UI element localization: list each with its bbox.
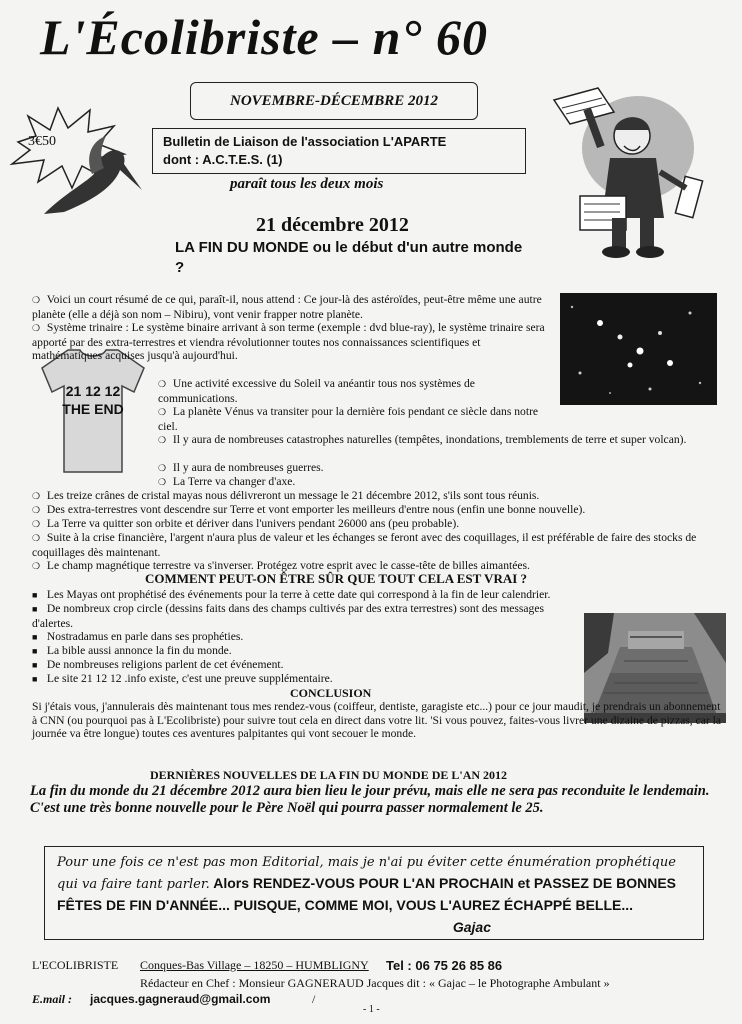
footer-line-1 <box>32 958 732 976</box>
price-label: 3€50 <box>28 134 56 149</box>
tshirt-line-1: 21 12 12 <box>65 383 121 399</box>
circle-bullet-icon: ❍ <box>32 295 41 305</box>
square-bullet-icon: ■ <box>32 660 38 670</box>
circle-bullet-icon: ❍ <box>158 407 167 417</box>
newsletter-title: L'Écolibriste – n° 60 <box>40 9 488 65</box>
square-bullet-icon: ■ <box>32 590 38 600</box>
intro-item-12: ❍ Le champ magnétique terrestre va s'inverser. Protégez votre esprit avec le casse-tête de billes aimantées. <box>32 559 530 572</box>
square-bullet-icon: ■ <box>32 604 38 614</box>
circle-bullet-icon: ❍ <box>32 519 41 529</box>
intro-item-10: ❍ La Terre va quitter son orbite et dériver dans l'univers pendant 26000 ans (peu probable). <box>32 517 460 530</box>
footer <box>32 958 732 1008</box>
footer-tel: Tel : 06 75 26 85 86 <box>386 958 503 973</box>
conclusion-text: Si j'étais vous, j'annulerais dès maintenant tous mes rendez-vous (coiffeur, dentiste, garagiste etc...) pour ce jour maudit, je prendrais un abonnement à CNN (ou pourquoi pas à L'Ecolibriste) pour suivre tout cela en direct dans votre lit. 'Si vous pouvez, faites-vous livrer une dizaine de pizzas, car la journée va être longue) toutes ces aventures palpitantes qui vont secouer le monde. <box>32 700 721 741</box>
newspaper-boy-illustration <box>540 78 710 263</box>
proof-item-2: ■ De nombreux crop circle (dessins faits dans des champs cultivés par des extra terrestres) sont des messages d'alertes. <box>32 602 544 630</box>
intro-item-3: ❍ Une activité excessive du Soleil va anéantir tous nos systèmes de communications. <box>158 377 475 405</box>
headline-question <box>175 238 535 278</box>
circle-bullet-icon: ❍ <box>32 505 41 515</box>
headline-question-part1: LA FIN DU MONDE <box>175 239 309 256</box>
proof-item-6: ■ Le site 21 12 12 .info existe, c'est une preuve supplémentaire. <box>32 672 333 685</box>
intro-item-5: ❍ Il y aura de nombreuses catastrophes naturelles (tempêtes, inondations, tremblements de terre et super volcan). <box>158 433 687 446</box>
footer-name: L'ECOLIBRISTE <box>32 958 119 972</box>
news-text: La fin du monde du 21 décembre 2012 aura bien lieu le jour prévu, mais elle ne sera pas reconduite le lendemain. C'est une très bonne nouvelle pour le Père Noël qui pourra passer normalement le 25. <box>30 783 710 816</box>
intro-item-6: ❍ Il y aura de nombreuses guerres. <box>158 461 324 474</box>
tshirt-line-2: THE END <box>62 401 124 417</box>
intro-item-4: ❍ La planète Vénus va transiter pour la dernière fois pendant ce siècle dans notre ciel. <box>158 405 539 433</box>
footer-email-label: E.mail : <box>32 992 73 1006</box>
comment-heading: COMMENT PEUT-ON ÊTRE SÛR QUE TOUT CELA EST VRAI ? <box>145 571 528 586</box>
news-heading: DERNIÈRES NOUVELLES DE LA FIN DU MONDE DE L'AN 2012 <box>150 768 508 782</box>
bulletin-line-2: dont : A.C.T.E.S. (1) <box>163 152 283 167</box>
square-bullet-icon: ■ <box>32 632 38 642</box>
intro-item-1: ❍ Voici un court résumé de ce qui, paraît-il, nous attend : Ce jour-là des astéroïdes, peut-être même une autre planète (elle a déjà son nom – Nibiru), vont venir frapper notre planète. <box>32 293 542 321</box>
headline-question-part2: ou le début d'un autre monde ? <box>175 239 523 276</box>
proof-item-3: ■ Nostradamus en parle dans ses prophéties. <box>32 630 244 643</box>
hummingbird-icon <box>34 134 144 224</box>
footer-editor: Rédacteur en Chef : Monsieur GAGNERAUD Jacques dit : « Gajac – le Photographe Ambulant » <box>140 976 610 990</box>
footer-slash: / <box>312 992 316 1006</box>
tshirt-image <box>38 346 148 476</box>
footer-address: Conques-Bas Village – 18250 – HUMBLIGNY <box>140 958 369 972</box>
intro-item-7: ❍ La Terre va changer d'axe. <box>158 475 296 488</box>
intro-item-9: ❍ Des extra-terrestres vont descendre sur Terre et vont emporter les meilleurs d'entre nous (enfin une bonne nouvelle). <box>32 503 586 516</box>
circle-bullet-icon: ❍ <box>32 491 41 501</box>
circle-bullet-icon: ❍ <box>158 463 167 473</box>
conclusion-heading: CONCLUSION <box>290 686 372 700</box>
pleiades-photo <box>560 293 717 405</box>
circle-bullet-icon: ❍ <box>32 561 41 571</box>
proof-item-4: ■ La bible aussi annonce la fin du monde. <box>32 644 232 657</box>
headline-date: 21 décembre 2012 <box>256 214 409 236</box>
intro-item-11: ❍ Suite à la crise financière, l'argent n'aura plus de valeur et les échanges se feront avec des coquillages, il est préférable de faire des stocks de coquillages dès maintenant. <box>32 531 697 559</box>
circle-bullet-icon: ❍ <box>158 435 167 445</box>
circle-bullet-icon: ❍ <box>158 379 167 389</box>
proof-item-5: ■ De nombreuses religions parlent de cet événement. <box>32 658 284 671</box>
circle-bullet-icon: ❍ <box>32 533 41 543</box>
proof-item-1: ■ Les Mayas ont prophétisé des événements pour la terre à cette date qui correspond à la fin de leur calendrier. <box>32 588 551 601</box>
bulletin-box <box>152 128 526 174</box>
bulletin-line-1: Bulletin de Liaison de l'association L'APARTE <box>163 134 447 149</box>
frequency-line: paraît tous les deux mois <box>230 176 384 192</box>
intro-item-8: ❍ Les treize crânes de cristal mayas nous délivreront un message le 21 décembre 2012, s'ils sont tous réunis. <box>32 489 540 502</box>
square-bullet-icon: ■ <box>32 674 38 684</box>
footer-email[interactable]: jacques.gagneraud@gmail.com <box>90 992 271 1006</box>
issue-date: NOVEMBRE-DÉCEMBRE 2012 <box>190 82 478 120</box>
circle-bullet-icon: ❍ <box>158 477 167 487</box>
editorial-script-text: Pour une fois ce n'est pas mon Editorial, mais je n'ai pu éviter cette énumération prophétique qui va faire tant parler. <box>57 855 676 892</box>
circle-bullet-icon: ❍ <box>32 323 41 333</box>
footer-line-3 <box>32 992 732 1008</box>
intro-item-2: ❍ Système trinaire : Le système binaire arrivant à son terme (exemple : dvd blue-ray), le système trinaire sera apporté par des extra-terrestres et viendra révolutionner toutes nos connaissances scientifiques et mathématiques acquises jusqu'à aujourd'hui. <box>32 321 545 363</box>
editorial-signature: Gajac <box>452 919 491 935</box>
editorial-message: Alors RENDEZ-VOUS POUR L'AN PROCHAIN et PASSEZ DE BONNES FÊTES DE FIN D'ANNÉE... PUISQUE, COMME MOI, VOUS L'AUREZ ÉCHAPPÉ BELLE... <box>57 875 677 913</box>
page-number: - 1 - <box>363 1004 380 1015</box>
editorial-box <box>44 846 704 940</box>
square-bullet-icon: ■ <box>32 646 38 656</box>
